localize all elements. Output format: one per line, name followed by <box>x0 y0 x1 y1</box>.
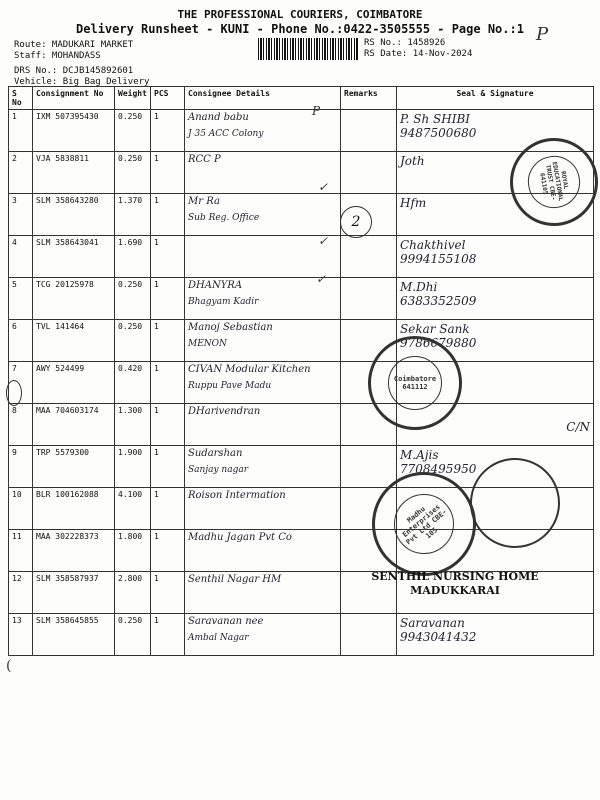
consignee-handwriting-line2: Sub Reg. Office <box>188 213 260 223</box>
runsheet-subtitle: Delivery Runsheet - KUNI - Phone No.:0422-3505555 - Page No.:1 <box>76 22 524 36</box>
table-header-row <box>9 87 594 110</box>
table-row <box>9 152 594 194</box>
cell-pcs: 1 <box>151 530 185 572</box>
consignee-handwriting-line2: J 35 ACC Colony <box>188 129 264 139</box>
cell-pcs: 1 <box>151 362 185 404</box>
col-weight: Weight <box>115 87 151 110</box>
route-info <box>14 40 149 88</box>
cell-sno: 1 <box>9 110 33 152</box>
signature: C/N <box>566 420 590 434</box>
cell-weight: 4.100 <box>115 488 151 530</box>
rs-info <box>364 38 472 60</box>
cell-consignee <box>185 488 341 530</box>
col-consignee: Consignee Details <box>185 87 341 110</box>
cell-sno: 3 <box>9 194 33 236</box>
cell-sno: 2 <box>9 152 33 194</box>
cell-pcs: 1 <box>151 278 185 320</box>
consignee-handwriting: Senthil Nagar HM <box>188 574 282 585</box>
consignee-handwriting: CIVAN Modular Kitchen <box>188 364 311 375</box>
signature: Saravanan <box>400 616 465 630</box>
table-row <box>9 362 594 404</box>
signature: Sekar Sank <box>400 322 470 336</box>
cell-pcs: 1 <box>151 446 185 488</box>
cell-consignee <box>185 320 341 362</box>
cell-consignment: SLM 358643041 <box>33 236 115 278</box>
cell-pcs: 1 <box>151 194 185 236</box>
table-row <box>9 278 594 320</box>
table-row <box>9 236 594 278</box>
signature-phone: 9786679880 <box>400 336 477 350</box>
cell-remarks <box>341 110 397 152</box>
vehicle-label: Vehicle: Big Bag Delivery <box>14 77 150 87</box>
cell-sno: 10 <box>9 488 33 530</box>
cell-consignee <box>185 530 341 572</box>
cell-consignment: SLM 358587937 <box>33 572 115 614</box>
cell-pcs: 1 <box>151 110 185 152</box>
cell-signature <box>397 236 594 278</box>
consignee-handwriting: Mr Ra <box>188 196 220 207</box>
signature: M.Dhi <box>400 280 438 294</box>
stamp-text: Madhu Enterprises Pvt Ltd CBE-105 <box>381 481 467 567</box>
consignee-handwriting: Manoj Sebastian <box>188 322 273 333</box>
cell-remarks <box>341 446 397 488</box>
cell-pcs: 1 <box>151 572 185 614</box>
table-row <box>9 110 594 152</box>
cell-consignment: MAA 302228373 <box>33 530 115 572</box>
cell-consignee <box>185 362 341 404</box>
table-row <box>9 320 594 362</box>
cell-consignment: AWY 524499 <box>33 362 115 404</box>
cell-weight: 0.250 <box>115 320 151 362</box>
cell-consignment: IXM 507395430 <box>33 110 115 152</box>
consignee-handwriting-line2: Ambal Nagar <box>188 633 249 643</box>
col-seal-signature: Seal & Signature <box>397 87 594 110</box>
signature: Joth <box>400 154 425 168</box>
signature-phone: 9994155108 <box>400 252 477 266</box>
consignee-handwriting: Roison Intermation <box>188 490 286 501</box>
cell-pcs: 1 <box>151 236 185 278</box>
cell-sno: 11 <box>9 530 33 572</box>
nursing-home-location: MADUKKARAI <box>410 584 500 597</box>
cell-consignment: TVL 141464 <box>33 320 115 362</box>
cell-consignee <box>185 194 341 236</box>
cell-weight: 1.800 <box>115 530 151 572</box>
rs-date: RS Date: 14-Nov-2024 <box>364 49 473 59</box>
tick-mark: P <box>312 104 321 118</box>
cell-sno: 13 <box>9 614 33 656</box>
drs-label: DRS No.: DCJB145892601 <box>14 66 134 76</box>
signature-phone: 7708495950 <box>400 462 477 476</box>
col-pcs: PCS <box>151 87 185 110</box>
cell-weight: 2.800 <box>115 572 151 614</box>
cell-sno: 12 <box>9 572 33 614</box>
nursing-home-name: SENTHIL NURSING HOME <box>371 570 539 583</box>
cell-sno: 9 <box>9 446 33 488</box>
cell-consignment: BLR 100162088 <box>33 488 115 530</box>
cell-pcs: 1 <box>151 152 185 194</box>
cell-consignee <box>185 572 341 614</box>
signature: Hfm <box>400 196 427 210</box>
cell-pcs: 1 <box>151 614 185 656</box>
margin-mark: ( <box>6 658 12 674</box>
circled-2-mark: 2 <box>340 206 372 238</box>
barcode <box>258 38 358 60</box>
cell-consignment: MAA 704603174 <box>33 404 115 446</box>
cell-signature <box>397 614 594 656</box>
consignee-handwriting: DHarivendran <box>188 406 261 417</box>
cell-sno: 6 <box>9 320 33 362</box>
consignee-handwriting: Anand babu <box>188 112 249 123</box>
cell-remarks <box>341 614 397 656</box>
cell-weight: 1.370 <box>115 194 151 236</box>
nursing-home-stamp <box>370 570 540 598</box>
signature: P. Sh SHIBI <box>400 112 471 126</box>
cell-sno: 5 <box>9 278 33 320</box>
cell-weight: 0.420 <box>115 362 151 404</box>
cell-consignment: SLM 358643280 <box>33 194 115 236</box>
stamp-text: ROYAL EDUCATIONAL TRUST CBE-641105 <box>524 152 583 211</box>
cell-weight: 1.900 <box>115 446 151 488</box>
cell-pcs: 1 <box>151 404 185 446</box>
stamp-text: Coimbatore 641112 <box>388 356 443 411</box>
cell-consignment: TCG 20125978 <box>33 278 115 320</box>
cell-sno: 7 <box>9 362 33 404</box>
signature-phone: 9487500680 <box>400 126 477 140</box>
staff-label: Staff: MOHANDASS <box>14 51 101 61</box>
cell-consignment: SLM 358645855 <box>33 614 115 656</box>
signature-phone: 9943041432 <box>400 630 477 644</box>
cell-weight: 0.250 <box>115 614 151 656</box>
cell-weight: 0.250 <box>115 110 151 152</box>
cell-consignment: TRP 5579300 <box>33 446 115 488</box>
col-remarks: Remarks <box>341 87 397 110</box>
col-consignment: Consignment No <box>33 87 115 110</box>
consignee-handwriting-line2: Sanjay nagar <box>188 465 249 475</box>
row-8-circle-mark <box>6 380 22 406</box>
company-title: THE PROFESSIONAL COURIERS, COIMBATORE <box>177 8 423 21</box>
consignee-handwriting-line2: Bhagyam Kadir <box>188 297 259 307</box>
cell-weight: 1.690 <box>115 236 151 278</box>
consignee-handwriting: DHANYRA <box>188 280 243 291</box>
cell-sno: 4 <box>9 236 33 278</box>
cell-pcs: 1 <box>151 320 185 362</box>
cell-remarks <box>341 278 397 320</box>
table-row <box>9 404 594 446</box>
route-label: Route: MADUKARI MARKET <box>14 40 134 50</box>
tick-mark: ✓ <box>316 272 327 286</box>
signature: Chakthivel <box>400 238 466 252</box>
consignee-handwriting-line2: Ruppu Pave Madu <box>188 381 272 391</box>
cell-weight: 1.300 <box>115 404 151 446</box>
col-sno: S No <box>9 87 33 110</box>
corner-mark: P <box>536 24 549 45</box>
consignee-handwriting: Sudarshan <box>188 448 243 459</box>
cell-consignee <box>185 446 341 488</box>
cell-consignee <box>185 614 341 656</box>
cell-weight: 0.250 <box>115 278 151 320</box>
cell-consignee <box>185 404 341 446</box>
cell-remarks <box>341 152 397 194</box>
consignee-handwriting: Madhu Jagan Pvt Co <box>188 532 292 543</box>
consignee-handwriting: RCC P <box>188 154 221 165</box>
consignee-handwriting: Saravanan nee <box>188 616 264 627</box>
table-row <box>9 614 594 656</box>
tick-mark: ✓ <box>318 234 329 248</box>
coimbatore-stamp <box>368 336 462 430</box>
cell-remarks <box>341 236 397 278</box>
tick-mark: ✓ <box>318 180 329 194</box>
cell-sno: 8 <box>9 404 33 446</box>
signature: M.Ajis <box>400 448 439 462</box>
cell-weight: 0.250 <box>115 152 151 194</box>
consignee-handwriting-line2: MENON <box>188 339 227 349</box>
table-row <box>9 194 594 236</box>
signature-phone: 6383352509 <box>400 294 477 308</box>
cell-signature <box>397 278 594 320</box>
rs-no: RS No.: 1458926 <box>364 38 446 48</box>
cell-consignment: VJA 5838811 <box>33 152 115 194</box>
cell-pcs: 1 <box>151 488 185 530</box>
